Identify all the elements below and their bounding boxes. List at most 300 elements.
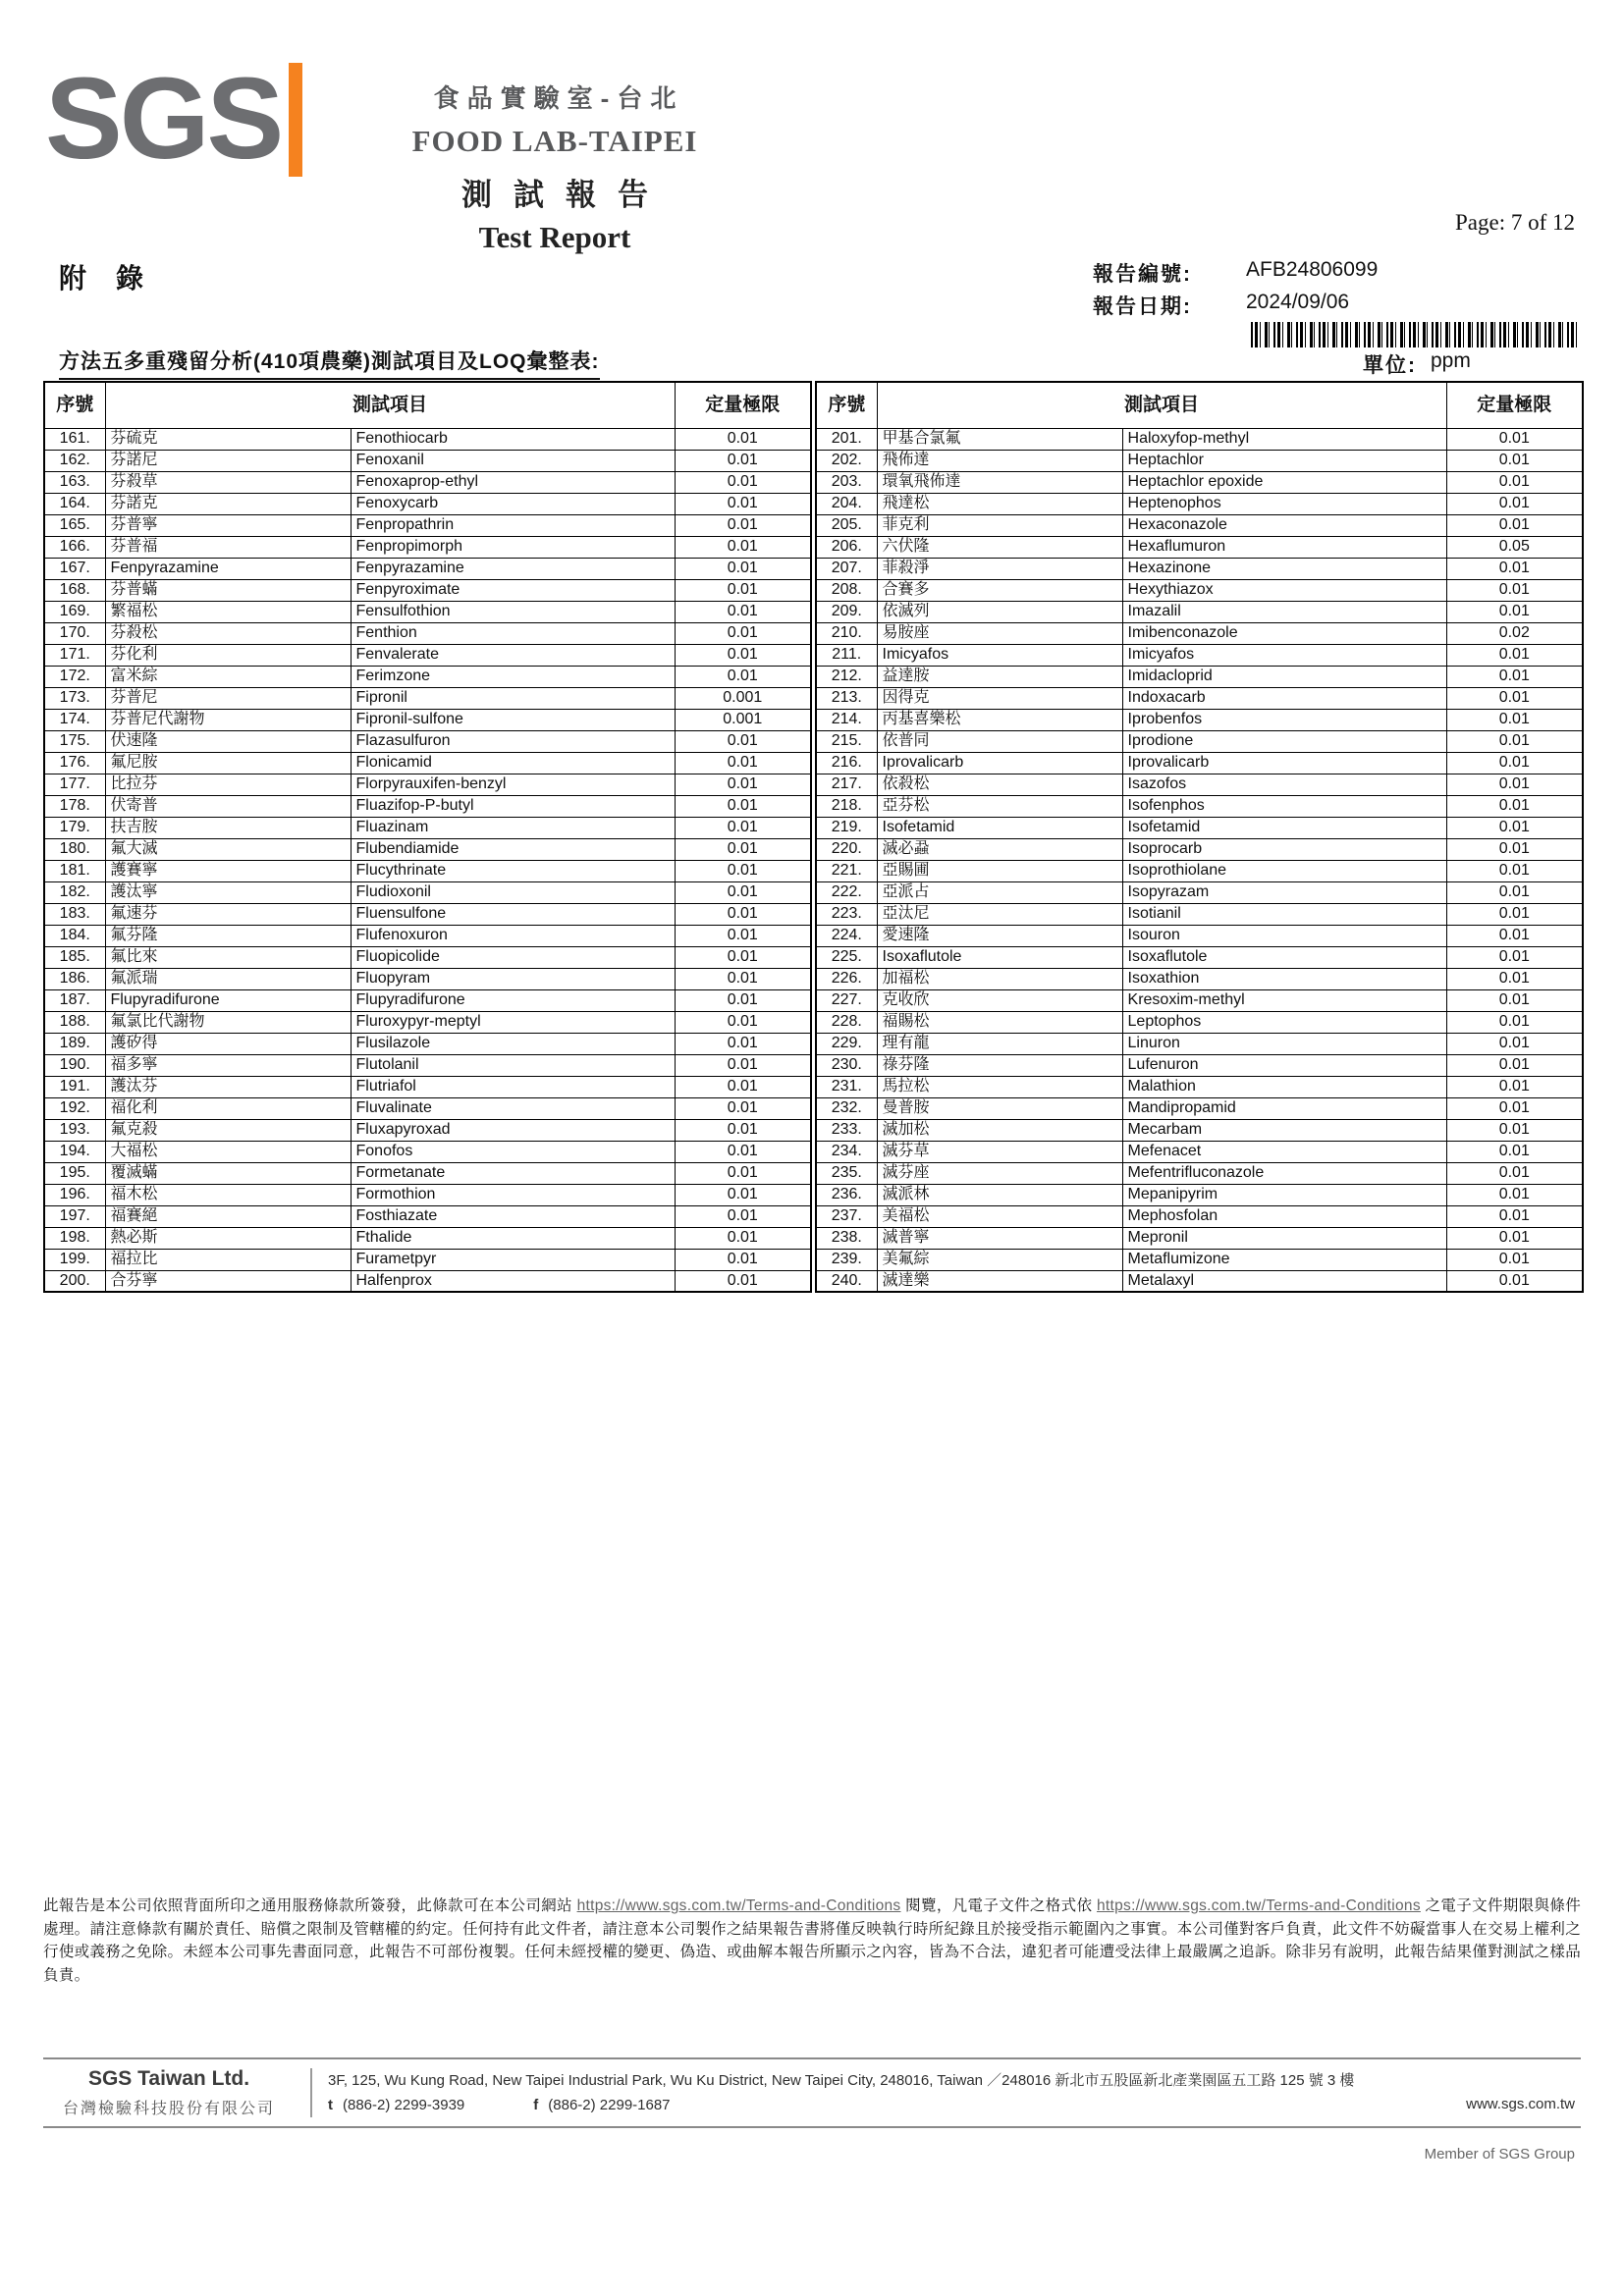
cell-item-zh: 依滅列 — [877, 601, 1122, 622]
cell-item-en: Kresoxim-methyl — [1122, 989, 1446, 1011]
cell-loq: 0.01 — [675, 450, 811, 471]
cell-item-zh: 繁福松 — [105, 601, 351, 622]
cell-seq-no: 207. — [816, 558, 877, 579]
col-header-loq: 定量極限 — [1446, 382, 1583, 428]
table-row — [44, 752, 811, 774]
cell-loq: 0.01 — [1446, 1011, 1583, 1033]
company-address: 3F, 125, Wu Kung Road, New Taipei Industrial Park, Wu Ku District, New Taipei City, 248016, Taiwan ／248016 新北市五股區新北產業園區五工路 125 號 3 樓 — [328, 2072, 1355, 2089]
table-row — [44, 471, 811, 493]
cell-item-zh: 芬普尼代謝物 — [105, 709, 351, 730]
cell-item-en: Heptenophos — [1122, 493, 1446, 514]
cell-seq-no: 198. — [44, 1227, 105, 1249]
table-row — [44, 795, 811, 817]
cell-item-zh: 飛達松 — [877, 493, 1122, 514]
fax-number: (886-2) 2299-1687 — [548, 2097, 671, 2113]
cell-item-en: Flutolanil — [351, 1054, 675, 1076]
cell-item-en: Fosthiazate — [351, 1205, 675, 1227]
cell-seq-no: 181. — [44, 860, 105, 881]
cell-item-zh: 芬普蟎 — [105, 579, 351, 601]
col-header-item: 測試項目 — [105, 382, 675, 428]
table-row — [816, 644, 1583, 666]
cell-item-en: Indoxacarb — [1122, 687, 1446, 709]
cell-item-zh: 氟派瑞 — [105, 968, 351, 989]
cell-seq-no: 184. — [44, 925, 105, 946]
table-row — [816, 1076, 1583, 1097]
cell-seq-no: 221. — [816, 860, 877, 881]
cell-item-zh: 易胺座 — [877, 622, 1122, 644]
cell-loq: 0.01 — [1446, 644, 1583, 666]
cell-seq-no: 226. — [816, 968, 877, 989]
cell-loq: 0.01 — [675, 925, 811, 946]
cell-item-zh: 愛速隆 — [877, 925, 1122, 946]
report-date-row — [1093, 291, 1349, 320]
cell-loq: 0.01 — [1446, 579, 1583, 601]
cell-item-zh: Isofetamid — [877, 817, 1122, 838]
cell-item-en: Fluvalinate — [351, 1097, 675, 1119]
cell-seq-no: 234. — [816, 1141, 877, 1162]
table-row — [816, 558, 1583, 579]
company-name-block — [43, 2067, 295, 2118]
company-contact-block — [43, 2057, 1581, 2128]
table-row — [44, 838, 811, 860]
cell-seq-no: 194. — [44, 1141, 105, 1162]
table-row — [816, 1097, 1583, 1119]
cell-item-zh: 滅芬草 — [877, 1141, 1122, 1162]
cell-loq: 0.01 — [1446, 774, 1583, 795]
legal-disclaimer — [43, 1895, 1581, 1987]
cell-item-en: Leptophos — [1122, 1011, 1446, 1033]
cell-seq-no: 185. — [44, 946, 105, 968]
cell-loq: 0.01 — [675, 1097, 811, 1119]
cell-seq-no: 219. — [816, 817, 877, 838]
cell-item-zh: 六伏隆 — [877, 536, 1122, 558]
cell-item-en: Fenoxanil — [351, 450, 675, 471]
cell-seq-no: 161. — [44, 428, 105, 450]
cell-loq: 0.01 — [675, 774, 811, 795]
cell-item-zh: 益達胺 — [877, 666, 1122, 687]
report-title-en: Test Report — [478, 220, 631, 254]
table-row — [44, 860, 811, 881]
cell-item-zh: 氟速芬 — [105, 903, 351, 925]
report-number-row — [1093, 258, 1378, 288]
cell-loq: 0.01 — [675, 536, 811, 558]
table-row — [816, 493, 1583, 514]
cell-item-en: Metaflumizone — [1122, 1249, 1446, 1270]
table-row — [816, 730, 1583, 752]
table-row — [44, 730, 811, 752]
table-row — [816, 1184, 1583, 1205]
cell-item-en: Flubendiamide — [351, 838, 675, 860]
cell-loq: 0.01 — [675, 903, 811, 925]
cell-item-zh: 福多寧 — [105, 1054, 351, 1076]
cell-item-en: Fludioxonil — [351, 881, 675, 903]
cell-item-zh: 芬普尼 — [105, 687, 351, 709]
cell-item-zh: 環氧飛佈達 — [877, 471, 1122, 493]
cell-loq: 0.01 — [1446, 709, 1583, 730]
cell-loq: 0.01 — [675, 1141, 811, 1162]
report-title-zh: 測試報告 — [461, 178, 670, 212]
report-title-block — [324, 79, 785, 255]
cell-item-en: Ferimzone — [351, 666, 675, 687]
table-row — [816, 450, 1583, 471]
cell-loq: 0.01 — [675, 817, 811, 838]
cell-item-zh: 護汰芬 — [105, 1076, 351, 1097]
table-row — [816, 1119, 1583, 1141]
cell-item-zh: 芬化利 — [105, 644, 351, 666]
cell-loq: 0.01 — [1446, 989, 1583, 1011]
appendix-heading: 附錄 — [59, 263, 174, 294]
table-row — [816, 860, 1583, 881]
col-header-item: 測試項目 — [877, 382, 1446, 428]
cell-seq-no: 202. — [816, 450, 877, 471]
cell-loq: 0.01 — [675, 1033, 811, 1054]
table-row — [816, 817, 1583, 838]
table-row — [816, 838, 1583, 860]
cell-item-en: Flazasulfuron — [351, 730, 675, 752]
cell-item-zh: 芬普福 — [105, 536, 351, 558]
cell-item-en: Metalaxyl — [1122, 1270, 1446, 1292]
cell-item-en: Flusilazole — [351, 1033, 675, 1054]
cell-item-zh: 福木松 — [105, 1184, 351, 1205]
table-row — [44, 925, 811, 946]
cell-loq: 0.01 — [1446, 1270, 1583, 1292]
cell-seq-no: 227. — [816, 989, 877, 1011]
legal-text-3: 之電子文件期限與條件處理。請注意條款有關於責任、賠償之限制及管轄權的約定。任何持有此文件者，請注意本公司製作之結果報告書將僅反映執行時所紀錄且於接受指示範圍內之事實。本公司僅對客戶負責，此文件不妨礙當事人在交易上權利之行使或義務之免除。未經本公司事先書面同意，此報告不可部份複製。任何未經授權的變更、偽造、或曲解本報告所顯示之內容，皆為不合法，違犯者可能遭受法律上最嚴厲之追訴。除非另有說明，此報告結果僅對測試之樣品負責。 — [43, 1897, 1581, 1984]
cell-loq: 0.01 — [675, 1227, 811, 1249]
cell-seq-no: 213. — [816, 687, 877, 709]
table-row — [44, 622, 811, 644]
cell-seq-no: 210. — [816, 622, 877, 644]
company-phone-line — [328, 2093, 1575, 2117]
cell-loq: 0.001 — [675, 709, 811, 730]
table-row — [44, 450, 811, 471]
cell-loq: 0.01 — [675, 795, 811, 817]
cell-loq: 0.01 — [675, 601, 811, 622]
cell-seq-no: 178. — [44, 795, 105, 817]
table-row — [816, 579, 1583, 601]
table-row — [44, 601, 811, 622]
cell-item-en: Lufenuron — [1122, 1054, 1446, 1076]
terms-and-conditions-link[interactable]: https://www.sgs.com.tw/Terms-and-Conditions — [576, 1897, 901, 1914]
cell-item-zh: 伏速隆 — [105, 730, 351, 752]
cell-loq: 0.01 — [1446, 838, 1583, 860]
cell-item-en: Haloxyfop-methyl — [1122, 428, 1446, 450]
cell-loq: 0.01 — [1446, 1054, 1583, 1076]
cell-item-en: Heptachlor epoxide — [1122, 471, 1446, 493]
cell-seq-no: 237. — [816, 1205, 877, 1227]
cell-item-en: Isoprothiolane — [1122, 860, 1446, 881]
cell-seq-no: 191. — [44, 1076, 105, 1097]
fax-group — [533, 2093, 670, 2117]
cell-item-zh: 芬諾尼 — [105, 450, 351, 471]
cell-item-en: Flutriafol — [351, 1076, 675, 1097]
table-row — [816, 925, 1583, 946]
cell-item-en: Fthalide — [351, 1227, 675, 1249]
report-number-label: 報告編號: — [1093, 263, 1192, 286]
table-row — [816, 1227, 1583, 1249]
cell-item-zh: 福賜松 — [877, 1011, 1122, 1033]
cell-item-en: Flufenoxuron — [351, 925, 675, 946]
cell-seq-no: 225. — [816, 946, 877, 968]
loq-table-right — [815, 381, 1584, 1293]
cell-seq-no: 188. — [44, 1011, 105, 1033]
cell-item-en: Isazofos — [1122, 774, 1446, 795]
cell-item-zh: Iprovalicarb — [877, 752, 1122, 774]
cell-seq-no: 240. — [816, 1270, 877, 1292]
table-row — [816, 471, 1583, 493]
cell-seq-no: 212. — [816, 666, 877, 687]
cell-loq: 0.01 — [675, 622, 811, 644]
cell-item-zh: 福化利 — [105, 1097, 351, 1119]
cell-item-en: Fenoxaprop-ethyl — [351, 471, 675, 493]
table-row — [816, 989, 1583, 1011]
table-header-row — [44, 382, 811, 428]
cell-loq: 0.01 — [1446, 946, 1583, 968]
table-row — [816, 428, 1583, 450]
cell-item-zh: 亞賜圃 — [877, 860, 1122, 881]
table-row — [816, 601, 1583, 622]
cell-loq: 0.01 — [1446, 1141, 1583, 1162]
cell-seq-no: 217. — [816, 774, 877, 795]
cell-loq: 0.01 — [675, 428, 811, 450]
cell-item-zh: 合賽多 — [877, 579, 1122, 601]
cell-item-zh: 馬拉松 — [877, 1076, 1122, 1097]
cell-seq-no: 187. — [44, 989, 105, 1011]
cell-item-zh: 美福松 — [877, 1205, 1122, 1227]
sgs-logo — [45, 54, 302, 184]
table-row — [44, 709, 811, 730]
cell-item-en: Isoxaflutole — [1122, 946, 1446, 968]
sgs-logo-text: SGS — [45, 54, 282, 184]
cell-loq: 0.01 — [675, 514, 811, 536]
table-row — [44, 989, 811, 1011]
cell-seq-no: 170. — [44, 622, 105, 644]
table-row — [816, 752, 1583, 774]
cell-item-zh: 芬硫克 — [105, 428, 351, 450]
cell-seq-no: 180. — [44, 838, 105, 860]
cell-seq-no: 205. — [816, 514, 877, 536]
cell-seq-no: 177. — [44, 774, 105, 795]
cell-item-en: Fenpropathrin — [351, 514, 675, 536]
cell-seq-no: 201. — [816, 428, 877, 450]
cell-seq-no: 162. — [44, 450, 105, 471]
cell-item-en: Isouron — [1122, 925, 1446, 946]
cell-loq: 0.01 — [675, 493, 811, 514]
table-row — [816, 1011, 1583, 1033]
cell-item-zh: 丙基喜樂松 — [877, 709, 1122, 730]
table-row — [816, 968, 1583, 989]
cell-item-en: Fluazinam — [351, 817, 675, 838]
cell-seq-no: 214. — [816, 709, 877, 730]
cell-seq-no: 206. — [816, 536, 877, 558]
cell-item-zh: 因得克 — [877, 687, 1122, 709]
cell-seq-no: 169. — [44, 601, 105, 622]
cell-loq: 0.01 — [1446, 450, 1583, 471]
cell-item-en: Malathion — [1122, 1076, 1446, 1097]
cell-seq-no: 232. — [816, 1097, 877, 1119]
col-header-loq: 定量極限 — [675, 382, 811, 428]
cell-item-zh: 氟氯比代謝物 — [105, 1011, 351, 1033]
cell-item-zh: Imicyafos — [877, 644, 1122, 666]
table-row — [816, 666, 1583, 687]
cell-item-en: Iprovalicarb — [1122, 752, 1446, 774]
loq-table-left — [43, 381, 812, 1293]
table-row — [44, 1119, 811, 1141]
loq-tables — [43, 381, 1581, 1293]
cell-loq: 0.01 — [1446, 1076, 1583, 1097]
cell-seq-no: 167. — [44, 558, 105, 579]
table-row — [816, 536, 1583, 558]
cell-item-en: Isofenphos — [1122, 795, 1446, 817]
table-row — [44, 1249, 811, 1270]
cell-item-zh: 氟克殺 — [105, 1119, 351, 1141]
cell-seq-no: 163. — [44, 471, 105, 493]
table-row — [816, 1205, 1583, 1227]
cell-seq-no: 235. — [816, 1162, 877, 1184]
cell-loq: 0.01 — [675, 558, 811, 579]
table-row — [816, 881, 1583, 903]
cell-seq-no: 168. — [44, 579, 105, 601]
contact-divider — [310, 2068, 312, 2117]
cell-seq-no: 231. — [816, 1076, 877, 1097]
cell-seq-no: 218. — [816, 795, 877, 817]
table-row — [816, 946, 1583, 968]
cell-item-zh: 氟芬隆 — [105, 925, 351, 946]
cell-seq-no: 165. — [44, 514, 105, 536]
cell-item-en: Fonofos — [351, 1141, 675, 1162]
cell-seq-no: 222. — [816, 881, 877, 903]
cell-seq-no: 208. — [816, 579, 877, 601]
cell-item-zh: 芬殺松 — [105, 622, 351, 644]
member-of-sgs-group: Member of SGS Group — [1424, 2146, 1575, 2163]
sgs-logo-orange-bar — [289, 63, 302, 177]
cell-loq: 0.01 — [675, 1270, 811, 1292]
cell-seq-no: 224. — [816, 925, 877, 946]
terms-and-conditions-link-2[interactable]: https://www.sgs.com.tw/Terms-and-Conditions — [1096, 1897, 1421, 1914]
cell-loq: 0.02 — [1446, 622, 1583, 644]
report-date-label: 報告日期: — [1093, 295, 1192, 318]
table-row — [816, 903, 1583, 925]
cell-loq: 0.01 — [1446, 687, 1583, 709]
table-row — [816, 1270, 1583, 1292]
cell-seq-no: 238. — [816, 1227, 877, 1249]
table-row — [44, 428, 811, 450]
cell-loq: 0.01 — [675, 471, 811, 493]
cell-item-en: Linuron — [1122, 1033, 1446, 1054]
table-row — [816, 709, 1583, 730]
cell-seq-no: 236. — [816, 1184, 877, 1205]
page-indicator: Page: 7 of 12 — [1454, 210, 1575, 235]
cell-item-zh: 飛佈達 — [877, 450, 1122, 471]
cell-item-en: Fipronil-sulfone — [351, 709, 675, 730]
table-header-row — [816, 382, 1583, 428]
cell-loq: 0.01 — [675, 838, 811, 860]
table-row — [44, 514, 811, 536]
cell-item-en: Fenothiocarb — [351, 428, 675, 450]
cell-item-en: Fluroxypyr-meptyl — [351, 1011, 675, 1033]
cell-item-zh: 滅芬座 — [877, 1162, 1122, 1184]
cell-item-zh: 熱必斯 — [105, 1227, 351, 1249]
cell-item-zh: 滅加松 — [877, 1119, 1122, 1141]
cell-loq: 0.01 — [1446, 1184, 1583, 1205]
cell-item-en: Fipronil — [351, 687, 675, 709]
cell-seq-no: 182. — [44, 881, 105, 903]
table-row — [44, 817, 811, 838]
lab-title-en: FOOD LAB-TAIPEI — [411, 124, 698, 158]
tel-label: t — [328, 2097, 333, 2113]
cell-loq: 0.01 — [1446, 1097, 1583, 1119]
tel-number: (886-2) 2299-3939 — [343, 2097, 465, 2113]
cell-seq-no: 197. — [44, 1205, 105, 1227]
cell-item-zh: 覆滅蟎 — [105, 1162, 351, 1184]
cell-loq: 0.01 — [1446, 1033, 1583, 1054]
cell-item-en: Fluopyram — [351, 968, 675, 989]
table-row — [816, 1162, 1583, 1184]
table-row — [44, 1033, 811, 1054]
cell-item-en: Imicyafos — [1122, 644, 1446, 666]
cell-item-en: Flucythrinate — [351, 860, 675, 881]
table-row — [816, 795, 1583, 817]
cell-seq-no: 164. — [44, 493, 105, 514]
cell-item-zh: 亞汰尼 — [877, 903, 1122, 925]
cell-item-en: Florpyrauxifen-benzyl — [351, 774, 675, 795]
cell-seq-no: 196. — [44, 1184, 105, 1205]
cell-item-en: Heptachlor — [1122, 450, 1446, 471]
fax-label: f — [533, 2097, 539, 2113]
cell-loq: 0.01 — [1446, 471, 1583, 493]
cell-loq: 0.01 — [1446, 1162, 1583, 1184]
cell-item-zh: 滅必蝨 — [877, 838, 1122, 860]
cell-item-zh: 亞派占 — [877, 881, 1122, 903]
cell-seq-no: 228. — [816, 1011, 877, 1033]
cell-seq-no: 190. — [44, 1054, 105, 1076]
cell-seq-no: 204. — [816, 493, 877, 514]
cell-loq: 0.01 — [675, 881, 811, 903]
cell-item-zh: 祿芬隆 — [877, 1054, 1122, 1076]
table-row — [816, 1054, 1583, 1076]
cell-seq-no: 183. — [44, 903, 105, 925]
cell-loq: 0.01 — [1446, 428, 1583, 450]
cell-item-en: Fenpyroximate — [351, 579, 675, 601]
cell-item-en: Hexaconazole — [1122, 514, 1446, 536]
cell-seq-no: 211. — [816, 644, 877, 666]
cell-loq: 0.01 — [675, 946, 811, 968]
cell-loq: 0.01 — [1446, 881, 1583, 903]
cell-item-zh: 富米綜 — [105, 666, 351, 687]
cell-item-zh: 福賽絕 — [105, 1205, 351, 1227]
company-name-zh: 台灣檢驗科技股份有限公司 — [62, 2101, 275, 2117]
cell-item-en: Fensulfothion — [351, 601, 675, 622]
table-row — [816, 1033, 1583, 1054]
cell-item-zh: 芬殺草 — [105, 471, 351, 493]
cell-item-en: Hexythiazox — [1122, 579, 1446, 601]
company-name-en: SGS Taiwan Ltd. — [87, 2067, 250, 2090]
cell-item-zh: 合芬寧 — [105, 1270, 351, 1292]
cell-item-zh: Isoxaflutole — [877, 946, 1122, 968]
cell-item-en: Fenvalerate — [351, 644, 675, 666]
cell-item-zh: 伏寄普 — [105, 795, 351, 817]
cell-item-en: Furametpyr — [351, 1249, 675, 1270]
cell-item-zh: 氟大滅 — [105, 838, 351, 860]
cell-item-en: Imibenconazole — [1122, 622, 1446, 644]
cell-item-en: Mecarbam — [1122, 1119, 1446, 1141]
cell-seq-no: 215. — [816, 730, 877, 752]
cell-item-zh: 亞芬松 — [877, 795, 1122, 817]
website-link[interactable]: www.sgs.com.tw — [1466, 2096, 1575, 2112]
cell-item-en: Mepanipyrim — [1122, 1184, 1446, 1205]
cell-loq: 0.01 — [675, 989, 811, 1011]
cell-item-en: Isofetamid — [1122, 817, 1446, 838]
